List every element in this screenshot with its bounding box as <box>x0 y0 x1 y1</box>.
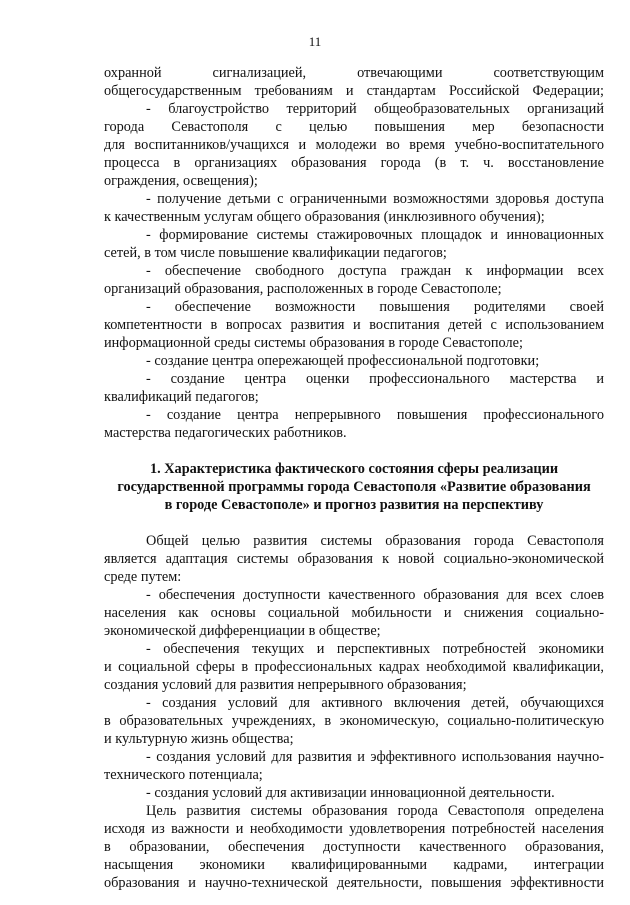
text-line: - создание центра непрерывного повышения профессионального <box>146 407 604 423</box>
text-line: ограждения, освещения); <box>104 173 258 189</box>
text-line: - создания условий для активного включения детей, обучающихся <box>146 695 604 711</box>
text-line: - формирование системы стажировочных площадок и инновационных <box>146 227 604 243</box>
text-line: компетентности в вопросах развития и воспитания детей с использованием <box>104 317 604 333</box>
text-line: квалификаций педагогов; <box>104 389 259 405</box>
text-line: создания условий для развития непрерывного образования; <box>104 677 467 693</box>
text-line: - создание центра опережающей профессиональной подготовки; <box>146 353 540 369</box>
text-line: и культурную жизнь общества; <box>104 731 294 747</box>
text-line: в образовании, обеспечения доступности качественного образования, <box>104 839 604 855</box>
section-heading-line: 1. Характеристика фактического состояния сферы реализации <box>149 461 559 477</box>
page-number: 11 <box>308 34 322 49</box>
text-line: сетей, в том числе повышение квалификации педагогов; <box>104 245 447 261</box>
text-line: населения как основы социальной мобильности и снижения социально- <box>104 605 604 621</box>
text-line: технического потенциала; <box>104 767 263 783</box>
text-line: Цель развития системы образования города Севастополя определена <box>146 803 604 819</box>
text-line: - благоустройство территорий общеобразовательных организаций <box>146 101 604 117</box>
text-line: является адаптация системы образования к новой социально-экономической <box>104 551 604 567</box>
text-line: к качественным услугам общего образования (инклюзивного обучения); <box>104 209 545 225</box>
text-line: - получение детьми с ограниченными возможностями здоровья доступа <box>146 191 604 207</box>
text-line: - обеспечения текущих и перспективных потребностей экономики <box>146 641 604 657</box>
text-line: - создания условий для развития и эффективного использования научно- <box>146 749 604 765</box>
text-line: - создание центра оценки профессионального мастерства и <box>146 371 604 387</box>
text-line: общегосударственным требованиям и стандартам Российской Федерации; <box>104 83 604 99</box>
text-line: охранной сигнализацией, отвечающими соответствующим <box>104 65 604 81</box>
section-heading-line: государственной программы города Севастополя «Развитие образования <box>117 479 591 495</box>
text-line: информационной среды системы образования в городе Севастополе; <box>104 335 523 351</box>
text-line: экономической дифференциации в обществе; <box>104 623 381 639</box>
text-line: - обеспечение возможности повышения родителями своей <box>146 299 604 315</box>
text-line: - обеспечение свободного доступа граждан к информации всех <box>146 263 604 279</box>
text-line: насыщения экономики квалифицированными кадрами, интеграции <box>104 857 604 873</box>
text-line: и социальной сферы в профессиональных кадрах необходимой квалификации, <box>104 659 604 675</box>
text-line: в образовательных учреждениях, в экономическую, социально-политическую <box>104 713 604 729</box>
text-line: исходя из важности и необходимости удовлетворения потребностей населения <box>104 821 604 837</box>
section-heading-line: в городе Севастополе» и прогноз развития на перспективу <box>164 497 544 513</box>
text-line: города Севастополя с целью повышения мер безопасности <box>104 119 604 135</box>
text-line: мастерства педагогических работников. <box>104 425 347 441</box>
text-line: процесса в организациях образования города (в т. ч. восстановление <box>104 155 604 171</box>
text-line: среде путем: <box>104 569 182 585</box>
text-line: образования и научно-технической деятельности, повышения эффективности <box>104 875 604 891</box>
text-line: - обеспечения доступности качественного образования для всех слоев <box>146 587 604 603</box>
text-line: организаций образования, расположенных в городе Севастополе; <box>104 281 502 297</box>
text-line: Общей целью развития системы образования города Севастополя <box>146 533 604 549</box>
text-line: для воспитанников/учащихся и молодежи во время учебно-воспитательного <box>104 137 604 153</box>
text-line: - создания условий для активизации инновационной деятельности. <box>146 785 555 801</box>
